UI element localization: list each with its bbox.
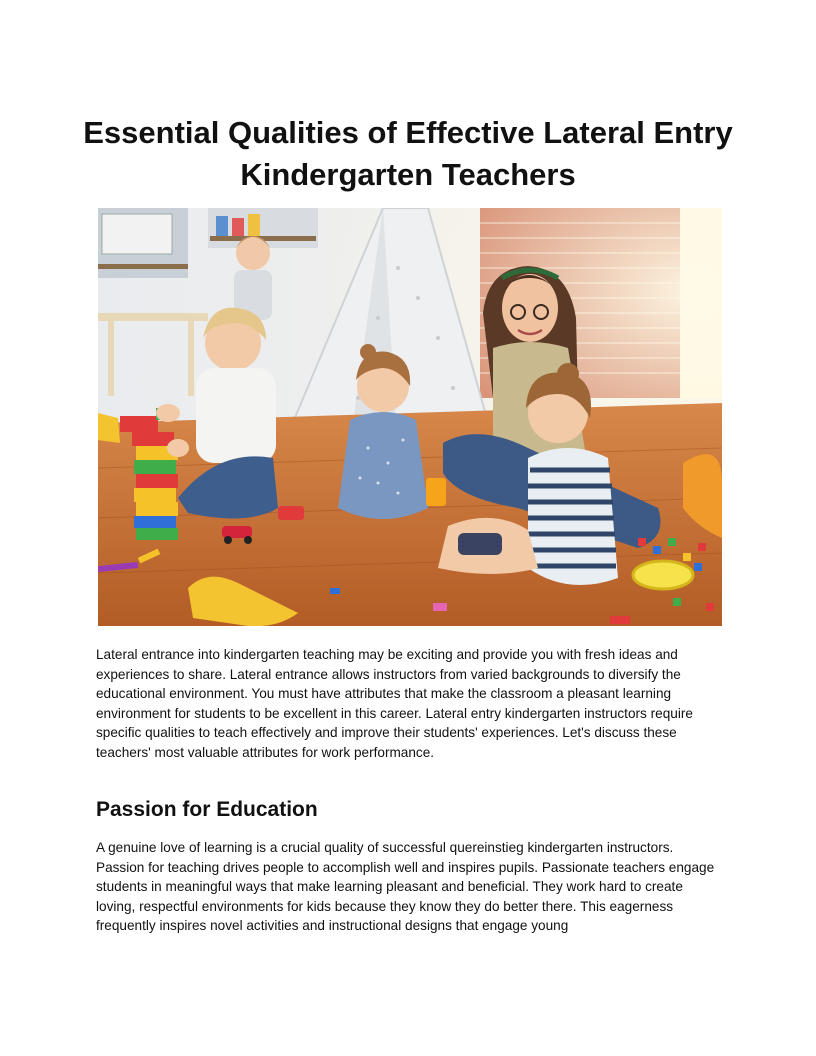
title-line-2: Kindergarten Teachers <box>240 157 576 192</box>
section-heading-passion: Passion for Education <box>96 798 318 821</box>
section-body-passion: A genuine love of learning is a crucial quality of successful quereinstieg kindergarten instructors. Passion for teaching drives people to accomplish well and inspires pupils. Passionate teachers engage students in meaningful ways that make learning pleasant and beneficial. They work hard to create loving, respectful environments for kids because they know they do better there. This eagerness frequently inspires novel activities and instructional designs that engage young <box>96 840 715 934</box>
intro-paragraph: Lateral entrance into kindergarten teaching may be exciting and provide you with fresh ideas and experiences to share. Lateral entrance allows instructors from varied backgrounds to diversify the educational environment. You must have attributes that make the classroom a pleasant learning environment for students to be excellent in this career. Lateral entry kindergarten instructors require specific qualities to teach effectively and improve their students' experiences. Let's discuss these teachers' most valuable attributes for work performance. <box>96 647 693 760</box>
page-title <box>60 112 756 196</box>
hero-image <box>98 208 722 626</box>
title-line-1: Essential Qualities of Effective Lateral Entry <box>83 115 733 150</box>
